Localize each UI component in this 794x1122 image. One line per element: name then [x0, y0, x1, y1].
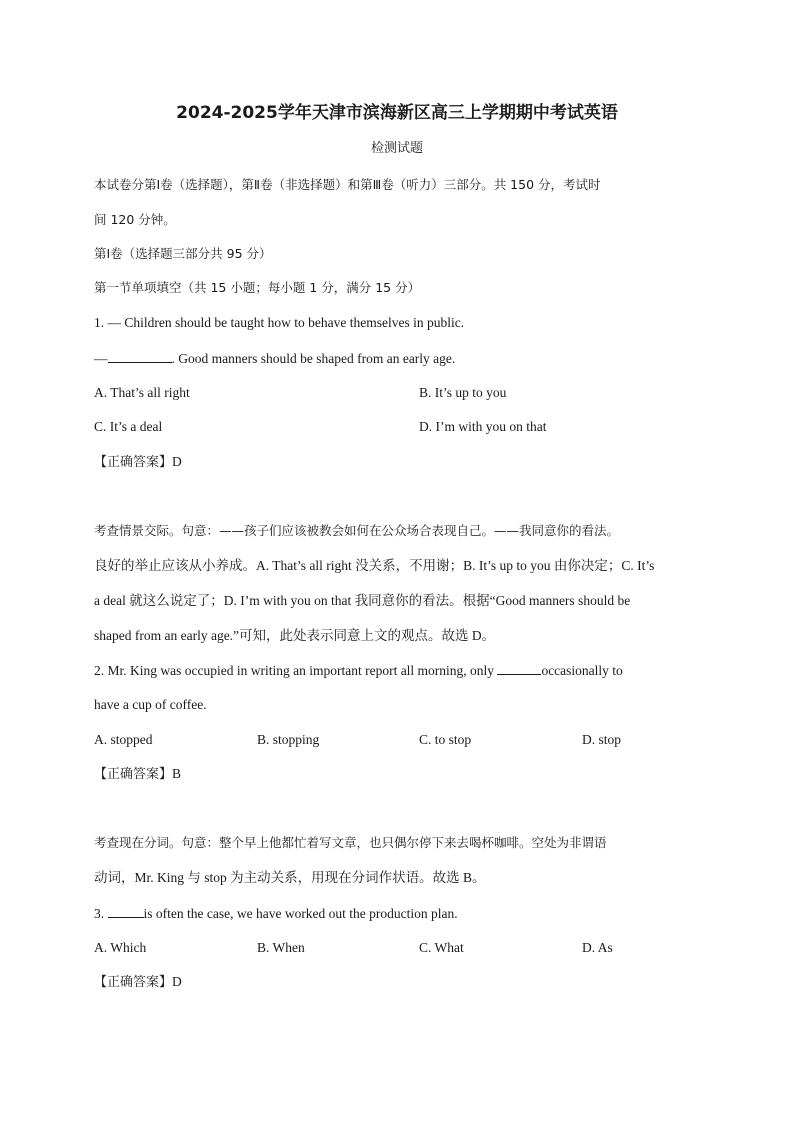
q3-blank — [108, 904, 144, 918]
q1-option-c: C. It’s a deal — [94, 419, 163, 434]
q3-stem-suffix: is often the case, we have worked out the production plan. — [143, 906, 458, 921]
q3-option-a: A. Which — [94, 940, 147, 955]
section-heading: 第一节单项填空（共 15 小题；每小题 1 分，满分 15 分） — [94, 280, 421, 295]
q2-stem-prefix: 2. Mr. King was occupied in writing an important report all morning, only — [94, 663, 498, 678]
q1-explanation-line-3: a deal 就这么说定了；D. I’m with you on that 我同意你的看法。根据“Good manners should be — [94, 593, 631, 608]
q2-answer-value: B — [172, 766, 182, 781]
q1-blank — [108, 349, 172, 363]
q1-explanation-line-1: 考查情景交际。句意：——孩子们应该被教会如何在公众场合表现自己。——我同意你的看法。 — [94, 523, 620, 538]
q1-stem-line-2 — [94, 349, 455, 368]
q3-stem-prefix: 3. — [94, 906, 108, 921]
q2-option-d: D. stop — [582, 732, 622, 747]
q2-stem-line-1 — [94, 661, 623, 680]
q2-answer-label: 【正确答案】 — [94, 767, 173, 782]
q1-explanation-line-4: shaped from an early age.”可知，此处表示同意上文的观点。故选 D。 — [94, 628, 496, 643]
q1-stem-suffix: . Good manners should be shaped from an early age. — [171, 351, 456, 366]
q2-option-a: A. stopped — [94, 732, 153, 747]
q1-stem-line-1: 1. — Children should be taught how to behave themselves in public. — [94, 315, 465, 330]
page-title: 2024-2025学年天津市滨海新区高三上学期期中考试英语 — [176, 103, 618, 123]
q3-answer — [94, 973, 182, 992]
q2-option-c: C. to stop — [419, 732, 472, 747]
part-heading: 第Ⅰ卷（选择题三部分共 95 分） — [94, 246, 272, 261]
q2-explanation-line-1: 考查现在分词。句意：整个早上他都忙着写文章，也只偶尔停下来去喝杯咖啡。空处为非谓语 — [94, 835, 607, 850]
q1-explanation-line-2: 良好的举止应该从小养成。A. That’s all right 没关系，不用谢；B. It’s up to you 由你决定；C. It’s — [94, 558, 655, 573]
q3-answer-label: 【正确答案】 — [94, 975, 173, 990]
q1-option-a: A. That’s all right — [94, 385, 190, 400]
q3-stem — [94, 904, 458, 923]
q1-option-d: D. I’m with you on that — [419, 419, 547, 434]
q1-option-b: B. It’s up to you — [419, 385, 507, 400]
q2-stem-suffix: occasionally to — [541, 663, 623, 678]
q3-option-d: D. As — [582, 940, 613, 955]
q2-explanation-line-2: 动词，Mr. King 与 stop 为主动关系，用现在分词作状语。故选 B。 — [94, 870, 486, 885]
q3-option-c: C. What — [419, 940, 464, 955]
q1-answer-label: 【正确答案】 — [94, 455, 173, 470]
q1-dash: — — [94, 351, 108, 366]
q3-option-b: B. When — [257, 940, 305, 955]
q2-answer — [94, 765, 181, 784]
intro-line-2: 间 120 分钟。 — [94, 212, 176, 227]
q2-stem-line-2: have a cup of coffee. — [94, 697, 207, 712]
q3-answer-value: D — [172, 974, 182, 989]
intro-line-1: 本试卷分第Ⅰ卷（选择题），第Ⅱ卷（非选择题）和第Ⅲ卷（听力）三部分。共 150 分，考试时 — [94, 177, 601, 192]
q1-answer-value: D — [172, 454, 182, 469]
q2-option-b: B. stopping — [257, 732, 320, 747]
page-subtitle: 检测试题 — [370, 141, 423, 156]
q2-blank — [497, 661, 541, 675]
q1-answer — [94, 453, 182, 472]
